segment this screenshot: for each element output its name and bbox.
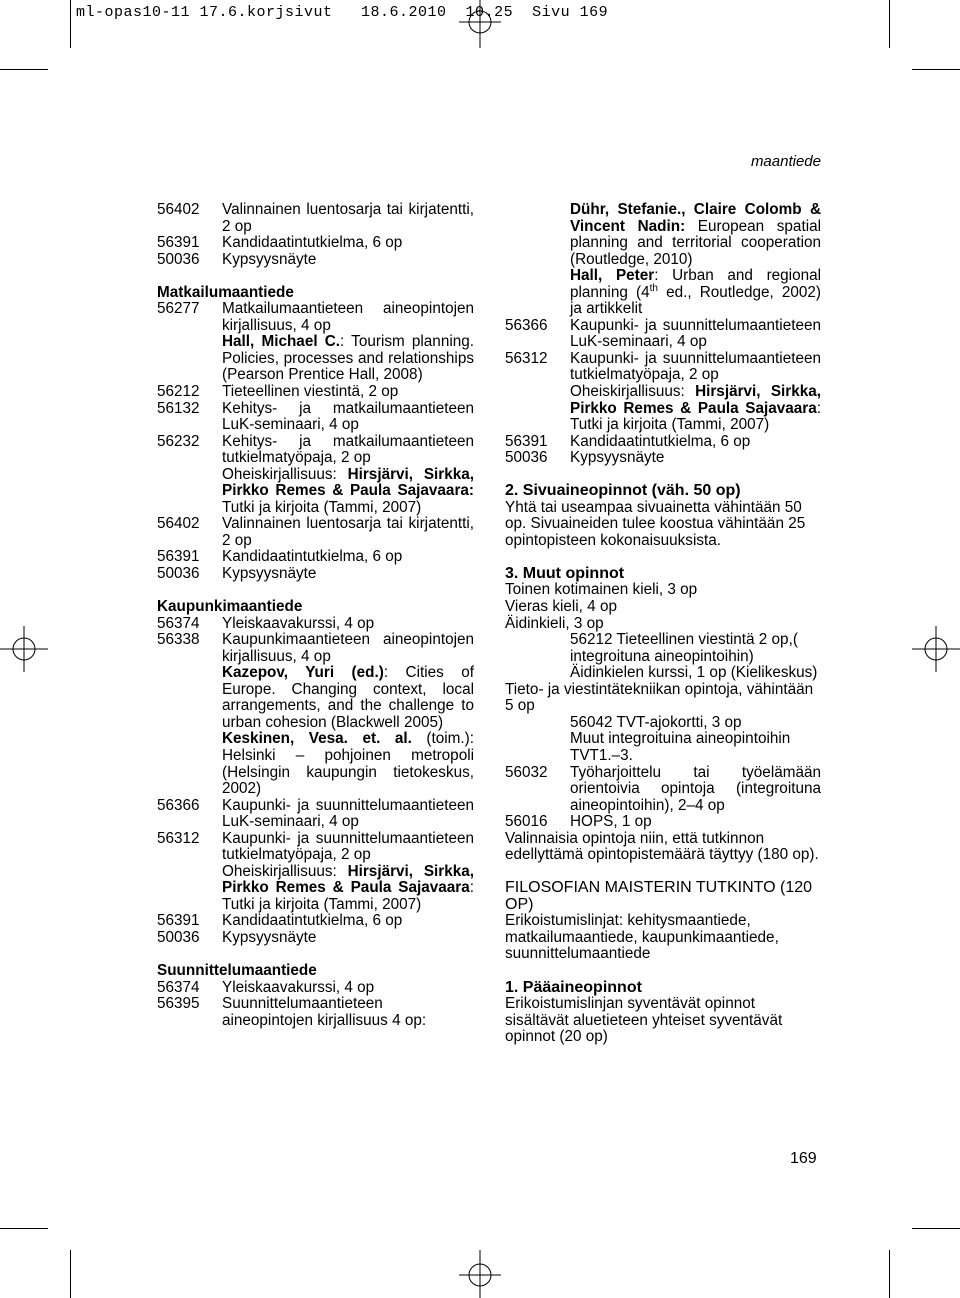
- course-code: 50036: [157, 250, 200, 268]
- paragraph: Erikoistumislinjat: kehitysmaantiede, matkailumaantiede, kaupunkimaantiede, suunnittelumaantiede: [505, 912, 779, 963]
- course-title: Kandidaatintutkielma, 6 op: [570, 432, 751, 450]
- course-code: 56391: [157, 548, 200, 566]
- course-entry: [505, 450, 821, 467]
- course-code: 56391: [157, 912, 200, 930]
- study-line: 56042 TVT-ajokortti, 3 op: [570, 713, 742, 731]
- study-line: 56212 Tieteellinen viestintä 2 op,( integroituna aineopintoihin): [570, 631, 798, 665]
- course-code: 56366: [157, 796, 200, 814]
- course-title: Kehitys- ja matkailumaantieteen tutkielmatyöpaja, 2 op: [222, 432, 474, 467]
- course-title: Kypsyysnäyte: [222, 250, 317, 268]
- reference-title: ed., Routledge, 2002) ja artikkelit: [570, 283, 821, 318]
- reference-title: : Urban and regional planning (4: [570, 267, 821, 301]
- left-column: [157, 202, 474, 1029]
- course-title: Kandidaatintutkielma, 6 op: [222, 234, 403, 252]
- course-title: Kypsyysnäyte: [570, 449, 665, 467]
- course-entry: [157, 566, 474, 583]
- literature-reference: [222, 731, 474, 797]
- course-title: Yleiskaavakurssi, 4 op: [222, 614, 375, 632]
- literature-reference: [222, 334, 474, 384]
- course-entry: [505, 318, 821, 351]
- course-entry: [157, 980, 474, 997]
- course-entry: [157, 632, 474, 665]
- section-heading: Kaupunkimaantiede: [157, 598, 303, 616]
- course-title: Kypsyysnäyte: [222, 564, 317, 582]
- crop-mark: [912, 1228, 960, 1229]
- course-code: 56391: [505, 432, 548, 450]
- course-code: 50036: [505, 449, 548, 467]
- course-title: Kaupunki- ja suunnittelumaantieteen tutkielmatyöpaja, 2 op: [222, 829, 474, 864]
- registration-mark-left: [0, 624, 50, 674]
- reference-author: Hall, Michael C.: [222, 333, 341, 351]
- course-code: 56391: [157, 234, 200, 252]
- reference-label: Oheiskirjallisuus:: [222, 465, 348, 483]
- course-entry: [505, 351, 821, 384]
- literature-reference: [570, 202, 821, 268]
- reference-author: Keskinen, Vesa. et. al.: [222, 730, 412, 748]
- course-entry: [157, 549, 474, 566]
- registration-mark-right: [910, 624, 960, 674]
- course-entry: [505, 814, 821, 831]
- course-entry: [157, 516, 474, 549]
- page-number: 169: [790, 1150, 817, 1167]
- reference-author: Hirsjärvi, Sirkka, Pirkko Remes & Paula Sajavaara: [222, 862, 475, 897]
- course-code: 56277: [157, 300, 200, 318]
- course-code: 56402: [157, 201, 200, 218]
- course-entry: [505, 434, 821, 451]
- literature-reference: [222, 467, 474, 517]
- course-title: Valinnainen luentosarja tai kirjatentti, 2 op: [222, 515, 474, 549]
- course-title: HOPS, 1 op: [570, 813, 652, 831]
- course-entry: [157, 434, 474, 467]
- degree-heading: FILOSOFIAN MAISTERIN TUTKINTO (120 OP): [505, 879, 813, 913]
- print-slug: ml-opas10-11 17.6.korjsivut 18.6.2010 10.25 Sivu 169: [76, 4, 609, 21]
- reference-author: Hirsjärvi, Sirkka, Pirkko Remes & Paula Sajavaara:: [222, 465, 475, 500]
- course-code: 56338: [157, 631, 200, 649]
- course-title: Kaupunki- ja suunnittelumaantieteen tutkielmatyöpaja, 2 op: [570, 349, 821, 384]
- superscript: th: [649, 282, 658, 294]
- course-code: 56016: [505, 813, 548, 831]
- crop-mark: [889, 1250, 890, 1298]
- crop-mark: [70, 1250, 71, 1298]
- reference-title: : Tutki ja kirjoita (Tammi, 2007): [570, 399, 821, 434]
- crop-mark: [889, 0, 890, 48]
- reference-title: (toim.): Helsinki – pohjoinen metropoli (Helsingin kaupungin tietokeskus, 2002): [222, 730, 474, 798]
- crop-mark: [0, 1228, 48, 1229]
- course-entry: [157, 301, 474, 334]
- course-title: Tieteellinen viestintä, 2 op: [222, 382, 399, 400]
- reference-label: Oheiskirjallisuus:: [222, 862, 348, 880]
- course-title: Kandidaatintutkielma, 6 op: [222, 912, 403, 930]
- course-title: Yleiskaavakurssi, 4 op: [222, 978, 375, 996]
- course-code: 56402: [157, 515, 200, 533]
- paragraph: Yhtä tai useampaa sivuainetta vähintään 50 op. Sivuaineiden tulee koostua vähintään 25 opintopisteen kokonaisuuksista.: [505, 498, 806, 549]
- crop-mark: [912, 69, 960, 70]
- course-entry: [157, 401, 474, 434]
- course-entry: [157, 996, 474, 1029]
- right-column: [505, 202, 821, 1046]
- course-code: 56132: [157, 399, 200, 417]
- reference-author: Hall, Peter: [570, 267, 655, 285]
- course-entry: [157, 202, 474, 235]
- course-code: 56374: [157, 614, 200, 632]
- course-title: Kehitys- ja matkailumaantieteen LuK-seminaari, 4 op: [222, 399, 474, 434]
- reference-author: Hirsjärvi, Sirkka, Pirkko Remes & Paula Sajavaara: [570, 383, 822, 417]
- course-code: 50036: [157, 564, 200, 582]
- section-heading: Suunnittelumaantiede: [157, 962, 317, 980]
- reference-author: Kazepov, Yuri (ed.): [222, 664, 384, 682]
- course-title: Matkailumaantieteen aineopintojen kirjallisuus, 4 op: [222, 300, 474, 334]
- reference-title: : Cities of Europe. Changing context, local arrangements, and the challenge to urban cohesion (Blackwell 2005): [222, 664, 474, 731]
- course-title: Suunnittelumaantieteen aineopintojen kirjallisuus 4 op:: [222, 995, 427, 1029]
- course-code: 56366: [505, 316, 548, 334]
- paragraph: Erikoistumislinjan syventävät opinnot sisältävät aluetieteen yhteiset syventävät opinnot (20 op): [505, 995, 783, 1046]
- course-entry: [157, 913, 474, 930]
- crop-mark: [0, 69, 48, 70]
- course-title: Kaupunkimaantieteen aineopintojen kirjallisuus, 4 op: [222, 631, 474, 665]
- course-code: 56395: [157, 995, 200, 1013]
- course-entry: [157, 831, 474, 864]
- course-entry: [157, 616, 474, 633]
- course-title: Valinnainen luentosarja tai kirjatentti, 2 op: [222, 201, 474, 235]
- crop-mark: [70, 0, 71, 48]
- course-title: Kaupunki- ja suunnittelumaantieteen LuK-seminaari, 4 op: [222, 796, 474, 831]
- section-heading: 1. Pääaineopinnot: [505, 978, 642, 996]
- study-line: Tieto- ja viestintätekniikan opintoja, vähintään 5 op: [505, 680, 814, 715]
- study-line: Toinen kotimainen kieli, 3 op: [505, 581, 698, 599]
- course-entry: [157, 798, 474, 831]
- study-line: Vieras kieli, 4 op: [505, 598, 617, 616]
- course-title: Työharjoittelu tai työelämään orientoivia opintoja (integroituna aineopintoihin), 2–4 op: [570, 763, 821, 814]
- section-heading: 2. Sivuaineopinnot (väh. 50 op): [505, 482, 741, 500]
- course-code: 56312: [505, 349, 548, 367]
- course-entry: [157, 930, 474, 947]
- section-heading: 3. Muut opinnot: [505, 564, 625, 582]
- literature-reference: [222, 864, 474, 914]
- study-line: Äidinkieli, 3 op: [505, 614, 604, 632]
- reference-label: Oheiskirjallisuus:: [570, 383, 696, 401]
- literature-reference: [570, 268, 821, 318]
- running-head: maantiede: [750, 153, 821, 170]
- course-entry: [157, 384, 474, 401]
- literature-reference: [570, 384, 821, 434]
- course-entry: [157, 235, 474, 252]
- course-code: 50036: [157, 928, 200, 946]
- course-title: Kypsyysnäyte: [222, 928, 317, 946]
- study-line: Muut integroituina aineopintoihin TVT1.–3.: [570, 730, 791, 764]
- reference-title: : Tourism planning. Policies, processes and relationships (Pearson Prentice Hall, 2008): [222, 333, 474, 384]
- course-title: Kandidaatintutkielma, 6 op: [222, 548, 403, 566]
- course-code: 56212: [157, 382, 200, 400]
- section-heading: Matkailumaantiede: [157, 283, 294, 301]
- course-entry: [157, 252, 474, 269]
- reference-title: Tutki ja kirjoita (Tammi, 2007): [222, 498, 422, 516]
- reference-author: Dühr, Stefanie., Claire Colomb & Vincent Nadin:: [570, 201, 821, 235]
- course-code: 56374: [157, 978, 200, 996]
- course-code: 56312: [157, 829, 200, 847]
- literature-reference: [222, 665, 474, 731]
- course-title: Kaupunki- ja suunnittelumaantieteen LuK-seminaari, 4 op: [570, 316, 821, 351]
- registration-mark-bottom: [455, 1250, 505, 1298]
- course-code: 56032: [505, 763, 548, 781]
- study-line: Äidinkielen kurssi, 1 op (Kielikeskus): [570, 664, 818, 682]
- course-code: 56232: [157, 432, 200, 450]
- reference-title: European spatial planning and territorial cooperation (Routledge, 2010): [570, 217, 821, 268]
- paragraph: Valinnaisia opintoja niin, että tutkinnon edellyttämä opintopistemäärä täyttyy (180 op).: [505, 829, 819, 864]
- course-entry: [505, 765, 821, 815]
- reference-title: : Tutki ja kirjoita (Tammi, 2007): [222, 879, 474, 913]
